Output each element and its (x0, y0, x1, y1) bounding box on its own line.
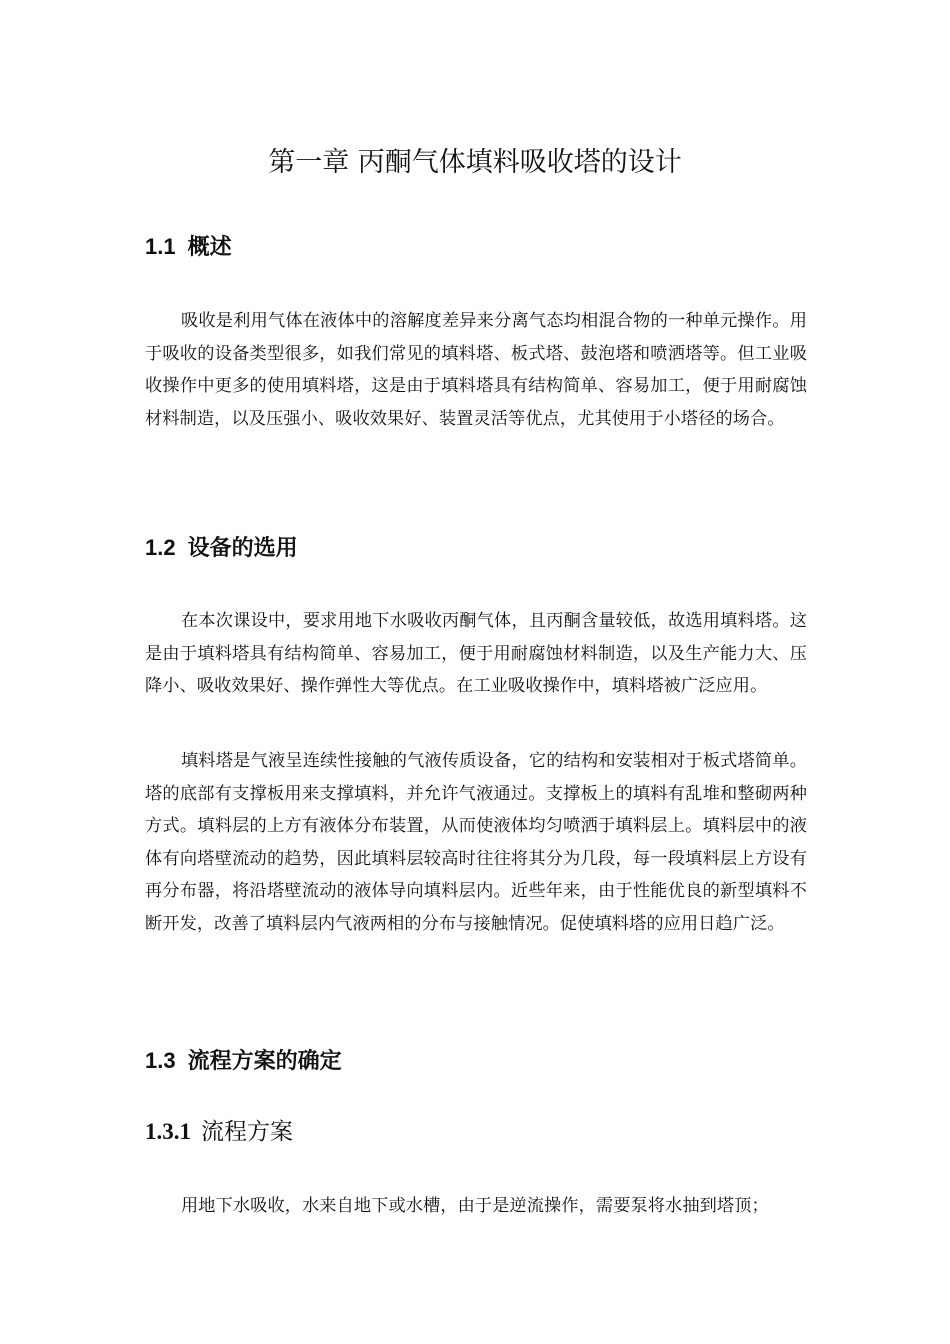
section-title: 设备的选用 (187, 536, 298, 561)
subsection-number: 1.3.1 (145, 1119, 191, 1144)
section-heading-1-1 (145, 230, 232, 265)
section-heading-1-3 (145, 1044, 342, 1079)
paragraph-packed-tower-structure: 填料塔是气液呈连续性接触的气液传质设备，它的结构和安装相对于板式塔简单。塔的底部有支撑板用来支撑填料，并允许气液通过。支撑板上的填料有乱堆和整砌两种方式。填料层的上方有液体分布装置，从而使液体均匀喷洒于填料层上。填料层中的液体有向塔壁流动的趋势，因此填料层较高时往往将其分为几段，每一段填料层上方设有再分布器，将沿塔壁流动的液体导向填料层内。近些年来，由于性能优良的新型填料不断开发，改善了填料层内气液两相的分布与接触情况。促使填料塔的应用日趋广泛。 (145, 751, 807, 934)
paragraph-overview: 吸收是利用气体在液体中的溶解度差异来分离气态均相混合物的一种单元操作。用于吸收的设备类型很多，如我们常见的填料塔、板式塔、鼓泡塔和喷洒塔等。但工业吸收操作中更多的使用填料塔，这是由于填料塔具有结构简单、容易加工，便于用耐腐蚀材料制造，以及压强小、吸收效果好、装置灵活等优点，尤其使用于小塔径的场合。 (145, 311, 807, 429)
paragraph-process-scheme: 用地下水吸收，水来自地下或水槽，由于是逆流操作，需要泵将水抽到塔顶； (181, 1196, 769, 1216)
section-title: 流程方案的确定 (187, 1049, 342, 1074)
section-number: 1.3 (145, 1048, 176, 1073)
section-number: 1.2 (145, 535, 176, 560)
subsection-heading-1-3-1 (145, 1115, 293, 1149)
subsection-title: 流程方案 (201, 1119, 293, 1145)
paragraph-equipment-selection: 在本次课设中，要求用地下水吸收丙酮气体，且丙酮含量较低，故选用填料塔。这是由于填料塔具有结构简单、容易加工，便于用耐腐蚀材料制造，以及生产能力大、压降小、吸收效果好、操作弹性大等优点。在工业吸收操作中，填料塔被广泛应用。 (145, 611, 807, 696)
section-title: 概述 (187, 235, 232, 260)
section-heading-1-2 (145, 531, 298, 566)
section-number: 1.1 (145, 234, 176, 259)
chapter-title: 第一章 丙酮气体填料吸收塔的设计 (268, 147, 682, 178)
